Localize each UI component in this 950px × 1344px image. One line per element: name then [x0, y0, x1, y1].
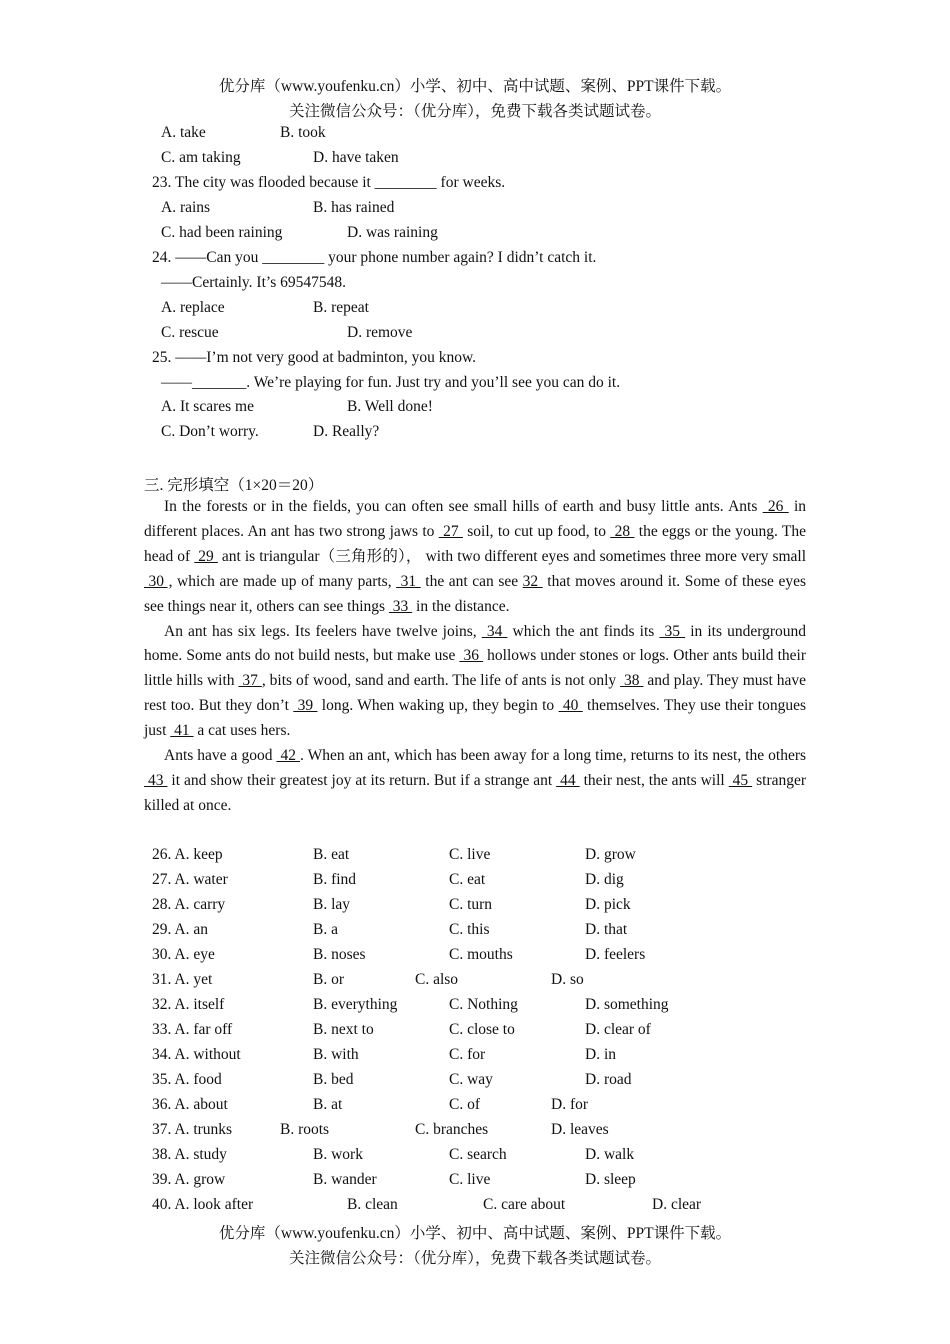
option-28-c: C. turn	[449, 896, 493, 913]
option-30-a: 30. A. eye	[152, 946, 215, 963]
passage-text: a cat uses hers.	[193, 722, 291, 740]
option-27-a: 27. A. water	[152, 871, 228, 888]
option-37-c: C. branches	[415, 1121, 489, 1138]
blank-44: 44	[556, 771, 580, 789]
q24-reply: ——Certainly. It’s 69547548.	[161, 274, 346, 291]
blank-28: 28	[610, 522, 635, 540]
passage-text: their nest, the ants will	[579, 771, 729, 789]
q24-stem: 24. ——Can you ________ your phone number again? I didn’t catch it.	[152, 249, 597, 266]
option-29-c: C. this	[449, 921, 490, 938]
blank-35: 35	[659, 622, 686, 640]
option-38-b: B. work	[313, 1146, 363, 1163]
q25-option-c: C. Don’t worry.	[161, 423, 259, 440]
passage-text: that moves around it. Some of these eyes see things near it, others can see things	[144, 572, 806, 615]
passage-text: in different places. An ant has two strong jaws to	[144, 498, 806, 540]
option-40-b: B. clean	[347, 1196, 398, 1213]
passage-text: it and show their greatest joy at its return. But if a strange ant	[167, 771, 557, 789]
blank-29: 29	[194, 547, 218, 565]
option-29-b: B. a	[313, 921, 338, 938]
option-34-c: C. for	[449, 1046, 486, 1063]
option-37-b: B. roots	[280, 1121, 330, 1138]
blank-37: 37	[238, 672, 262, 690]
option-36-a: 36. A. about	[152, 1096, 228, 1113]
cloze-passage	[144, 495, 806, 819]
q22-option-a: A. take	[161, 124, 206, 141]
footer-line-1: 优分库（www.youfenku.cn）小学、初中、高中试题、案例、PPT课件下载。	[218, 1225, 732, 1242]
option-33-d: D. clear of	[585, 1021, 651, 1038]
option-38-d: D. walk	[585, 1146, 635, 1163]
blank-32: 32	[522, 572, 543, 590]
q23-option-b: B. has rained	[313, 199, 395, 216]
option-37-a: 37. A. trunks	[152, 1121, 233, 1138]
option-31-c: C. also	[415, 971, 459, 988]
option-32-c: C. Nothing	[449, 996, 518, 1013]
option-32-d: D. something	[585, 996, 669, 1013]
option-33-b: B. next to	[313, 1021, 374, 1038]
passage-paragraph-2	[144, 620, 806, 745]
q25-option-b: B. Well done!	[347, 398, 433, 415]
option-26-c: C. live	[449, 846, 491, 863]
option-27-b: B. find	[313, 871, 357, 888]
option-34-d: D. in	[585, 1046, 616, 1063]
q23-option-c: C. had been raining	[161, 224, 283, 241]
q24-option-b: B. repeat	[313, 299, 369, 316]
blank-34: 34	[481, 622, 508, 640]
blank-33: 33	[388, 597, 413, 615]
option-32-a: 32. A. itself	[152, 996, 225, 1013]
option-29-a: 29. A. an	[152, 921, 208, 938]
passage-text: which the ant finds its	[507, 622, 660, 640]
option-26-a: 26. A. keep	[152, 846, 223, 863]
option-36-b: B. at	[313, 1096, 343, 1113]
option-26-d: D. grow	[585, 846, 636, 863]
option-35-a: 35. A. food	[152, 1071, 222, 1088]
option-26-b: B. eat	[313, 846, 350, 863]
header-line-2: 关注微信公众号：（优分库），免费下载各类试题试卷。	[288, 103, 661, 120]
q24-option-c: C. rescue	[161, 324, 219, 341]
header-line-1: 优分库（www.youfenku.cn）小学、初中、高中试题、案例、PPT课件下载。	[218, 78, 732, 95]
passage-text: Ants have a good	[164, 747, 277, 765]
passage-paragraph-3	[144, 744, 806, 819]
option-27-d: D. dig	[585, 871, 624, 888]
passage-text: stranger killed at once.	[144, 771, 807, 814]
q23-stem: 23. The city was flooded because it ________ for weeks.	[152, 174, 506, 191]
option-27-c: C. eat	[449, 871, 486, 888]
q22-option-b: B. took	[280, 124, 326, 141]
option-29-d: D. that	[585, 921, 628, 938]
option-28-a: 28. A. carry	[152, 896, 226, 913]
passage-text: , bits of wood, sand and earth. The life of ants is not only	[261, 672, 621, 690]
option-39-a: 39. A. grow	[152, 1171, 226, 1188]
blank-42: 42	[276, 747, 300, 765]
option-35-b: B. bed	[313, 1071, 354, 1088]
option-36-d: D. for	[551, 1096, 589, 1113]
passage-text: the ant can see	[420, 572, 523, 590]
footer-line-2: 关注微信公众号：（优分库），免费下载各类试题试卷。	[288, 1250, 661, 1267]
passage-text: . When an ant, which has been away for a long time, returns to its nest, the others	[300, 747, 807, 765]
option-28-d: D. pick	[585, 896, 631, 913]
passage-text: in its underground home. Some ants do not build nests, but make use	[144, 622, 807, 665]
q24-option-d: D. remove	[347, 324, 413, 341]
option-33-c: C. close to	[449, 1021, 515, 1038]
passage-text: soil, to cut up food, to	[462, 522, 611, 540]
q25-reply: ——_______. We’re playing for fun. Just try and you’ll see you can do it.	[161, 374, 621, 391]
option-37-d: D. leaves	[551, 1121, 609, 1138]
section-title: 三. 完形填空（1×20＝20）	[144, 477, 324, 494]
option-40-d: D. clear	[652, 1196, 702, 1213]
option-32-b: B. everything	[313, 996, 398, 1013]
option-35-d: D. road	[585, 1071, 632, 1088]
passage-text: ant is triangular（三角形的）， with two different eyes and sometimes three more very small	[217, 547, 807, 565]
option-30-d: D. feelers	[585, 946, 646, 963]
passage-text: the eggs or the young. The head of	[144, 522, 807, 565]
q25-option-d: D. Really?	[313, 423, 380, 440]
q23-option-a: A. rains	[161, 199, 211, 216]
option-35-c: C. way	[449, 1071, 493, 1088]
passage-text: long. When waking up, they begin to	[317, 697, 559, 715]
option-36-c: C. of	[449, 1096, 480, 1113]
blank-39: 39	[293, 697, 318, 715]
q22-option-c: C. am taking	[161, 149, 241, 166]
option-40-a: 40. A. look after	[152, 1196, 254, 1213]
q25-option-a: A. It scares me	[161, 398, 254, 415]
blank-45: 45	[728, 771, 753, 789]
blank-31: 31	[396, 572, 421, 590]
option-30-c: C. mouths	[449, 946, 513, 963]
passage-text: hollows under stones or logs. Other ants build their little hills with	[144, 647, 807, 690]
q24-option-a: A. replace	[161, 299, 225, 316]
blank-38: 38	[620, 672, 644, 690]
blank-26: 26	[762, 498, 789, 515]
blank-40: 40	[558, 697, 583, 715]
option-38-c: C. search	[449, 1146, 507, 1163]
option-30-b: B. noses	[313, 946, 366, 963]
option-38-a: 38. A. study	[152, 1146, 227, 1163]
option-40-c: C. care about	[483, 1196, 566, 1213]
option-28-b: B. lay	[313, 896, 351, 913]
blank-27: 27	[438, 522, 463, 540]
q23-option-d: D. was raining	[347, 224, 438, 241]
option-31-d: D. so	[551, 971, 584, 988]
q22-option-d: D. have taken	[313, 149, 399, 166]
passage-text: themselves. They use their tongues just	[144, 697, 807, 740]
passage-text: An ant has six legs. Its feelers have twelve joins,	[164, 622, 482, 640]
passage-text: in the distance.	[412, 597, 510, 615]
option-31-b: B. or	[313, 971, 344, 988]
option-39-c: C. live	[449, 1171, 491, 1188]
passage-text: In the forests or in the fields, you can often see small hills of earth and busy little ants. Ants	[164, 498, 763, 515]
passage-text: and play. They must have rest too. But they don’t	[144, 672, 807, 715]
blank-36: 36	[459, 647, 484, 665]
option-34-a: 34. A. without	[152, 1046, 241, 1063]
passage-paragraph-1	[144, 495, 806, 620]
q25-stem: 25. ——I’m not very good at badminton, you know.	[152, 349, 477, 366]
passage-text: which are made up of many parts,	[172, 572, 397, 590]
option-34-b: B. with	[313, 1046, 359, 1063]
option-31-a: 31. A. yet	[152, 971, 213, 988]
option-39-b: B. wander	[313, 1171, 377, 1188]
blank-43: 43	[144, 771, 168, 789]
blank-30: 30 ,	[144, 572, 173, 590]
option-39-d: D. sleep	[585, 1171, 636, 1188]
option-33-a: 33. A. far off	[152, 1021, 233, 1038]
blank-41: 41	[170, 722, 194, 740]
